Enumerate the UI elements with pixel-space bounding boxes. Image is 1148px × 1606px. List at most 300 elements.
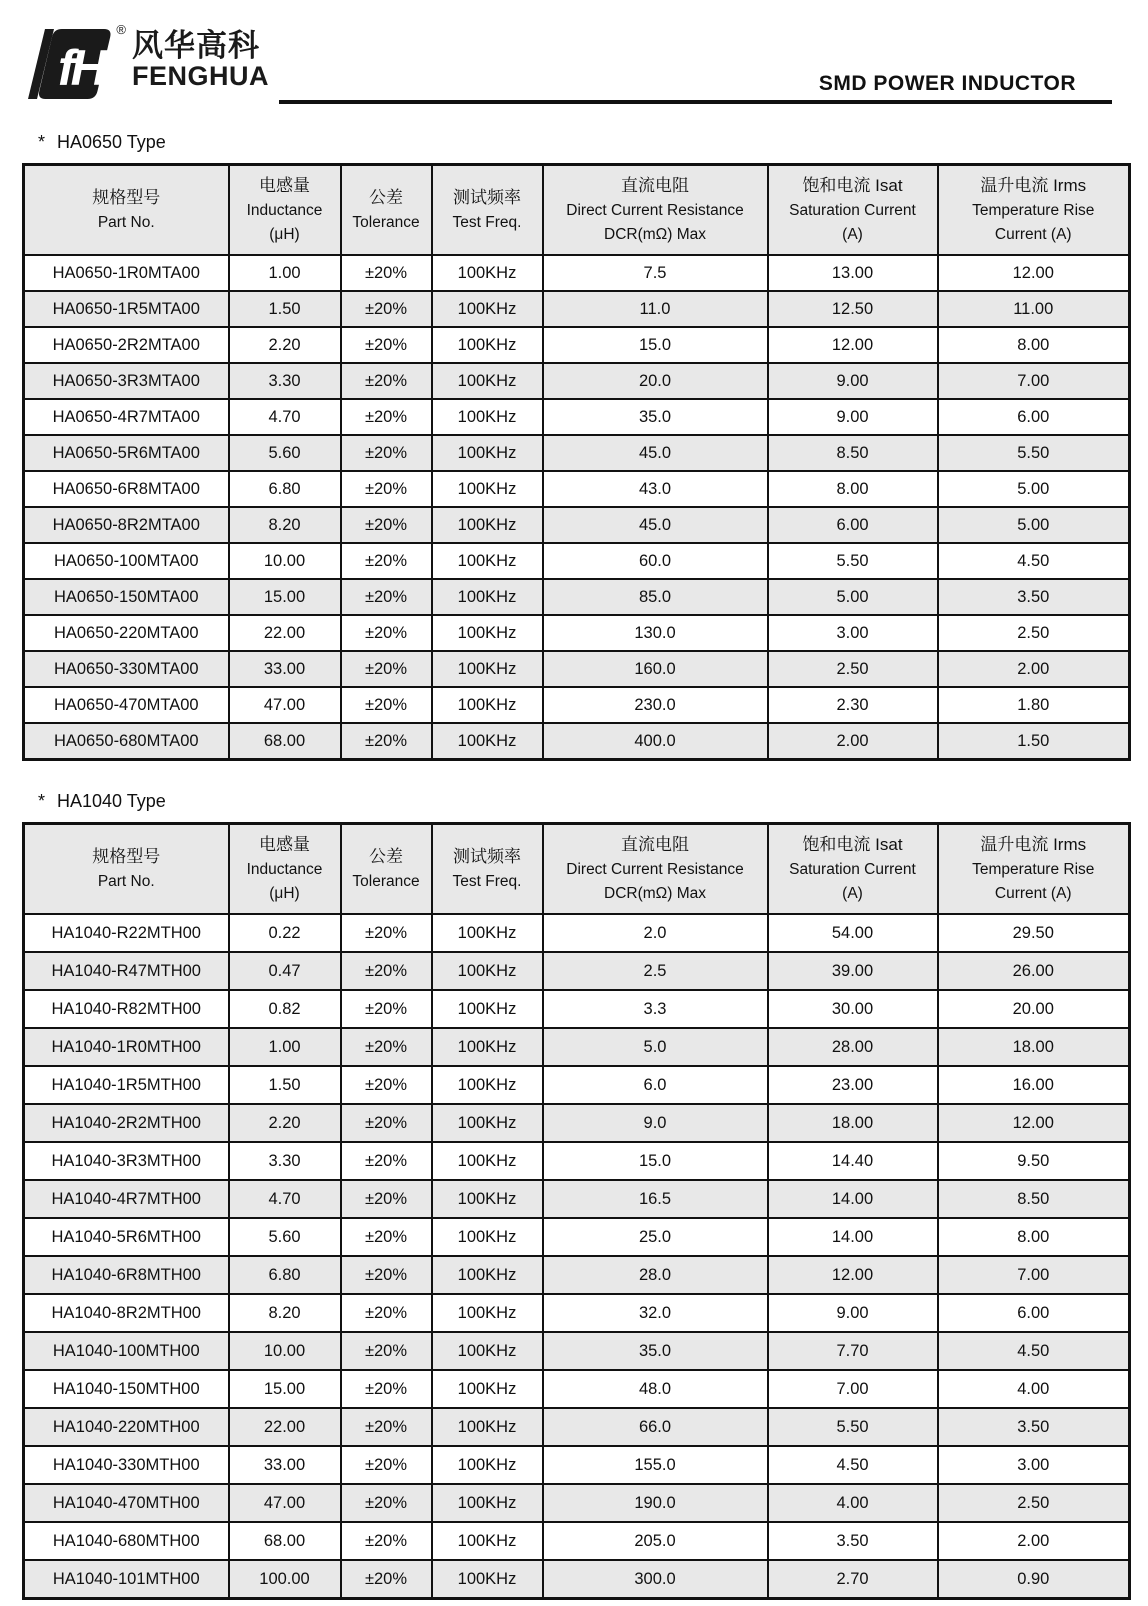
value-cell: ±20%: [341, 507, 432, 543]
value-cell: ±20%: [341, 651, 432, 687]
value-cell: 35.0: [543, 1332, 768, 1370]
value-cell: 0.47: [229, 952, 341, 990]
value-cell: ±20%: [341, 1370, 432, 1408]
value-cell: ±20%: [341, 471, 432, 507]
column-header-line: 规格型号: [92, 188, 161, 207]
value-cell: 10.00: [229, 543, 341, 579]
value-cell: 3.3: [543, 990, 768, 1028]
value-cell: 100KHz: [432, 1218, 543, 1256]
column-header-line: Test Freq.: [452, 214, 522, 232]
part-number-cell: HA0650-330MTA00: [24, 651, 229, 687]
column-header-line: 电感量: [259, 176, 310, 195]
part-number-cell: HA0650-150MTA00: [24, 579, 229, 615]
column-header: [938, 165, 1130, 256]
value-cell: ±20%: [341, 1294, 432, 1332]
value-cell: 15.0: [543, 1142, 768, 1180]
column-header-line: Inductance: [246, 202, 323, 220]
table-row: [24, 579, 1130, 615]
value-cell: ±20%: [341, 1180, 432, 1218]
spec-table-ha0650: [22, 163, 1131, 761]
value-cell: 100KHz: [432, 579, 543, 615]
value-cell: 7.70: [768, 1332, 938, 1370]
value-cell: 23.00: [768, 1066, 938, 1104]
value-cell: 18.00: [938, 1028, 1130, 1066]
value-cell: 6.80: [229, 1256, 341, 1294]
value-cell: ±20%: [341, 1484, 432, 1522]
value-cell: 3.00: [938, 1446, 1130, 1484]
table-row: [24, 1370, 1130, 1408]
part-number-cell: HA0650-1R5MTA00: [24, 291, 229, 327]
column-header-line: (A): [842, 885, 863, 903]
value-cell: 33.00: [229, 1446, 341, 1484]
part-number-cell: HA1040-680MTH00: [24, 1522, 229, 1560]
part-number-cell: HA1040-150MTH00: [24, 1370, 229, 1408]
value-cell: 1.00: [229, 1028, 341, 1066]
value-cell: 6.80: [229, 471, 341, 507]
value-cell: ±20%: [341, 1256, 432, 1294]
value-cell: 8.20: [229, 1294, 341, 1332]
value-cell: 85.0: [543, 579, 768, 615]
value-cell: 2.5: [543, 952, 768, 990]
value-cell: 12.00: [768, 327, 938, 363]
value-cell: 100KHz: [432, 990, 543, 1028]
value-cell: 5.60: [229, 1218, 341, 1256]
value-cell: 2.00: [938, 651, 1130, 687]
value-cell: 1.50: [938, 723, 1130, 759]
value-cell: 28.0: [543, 1256, 768, 1294]
value-cell: 47.00: [229, 687, 341, 723]
value-cell: 5.00: [768, 579, 938, 615]
logo-text: [132, 30, 269, 90]
value-cell: 100KHz: [432, 914, 543, 952]
section-marker: *: [38, 790, 46, 811]
value-cell: 100KHz: [432, 1408, 543, 1446]
column-header-line: 公差: [369, 846, 403, 866]
value-cell: 1.80: [938, 687, 1130, 723]
part-number-cell: HA1040-5R6MTH00: [24, 1218, 229, 1256]
value-cell: 48.0: [543, 1370, 768, 1408]
part-number-cell: HA0650-4R7MTA00: [24, 399, 229, 435]
value-cell: 100KHz: [432, 952, 543, 990]
column-header-line: Current (A): [994, 885, 1072, 903]
value-cell: 100KHz: [432, 363, 543, 399]
table-row: [24, 1522, 1130, 1560]
value-cell: ±20%: [341, 914, 432, 952]
column-header-line: (μH): [269, 226, 300, 244]
value-cell: 100KHz: [432, 1066, 543, 1104]
value-cell: 4.70: [229, 1180, 341, 1218]
part-number-cell: HA0650-470MTA00: [24, 687, 229, 723]
part-number-cell: HA1040-6R8MTH00: [24, 1256, 229, 1294]
value-cell: 39.00: [768, 952, 938, 990]
value-cell: 2.00: [938, 1522, 1130, 1560]
table-row: [24, 914, 1130, 952]
value-cell: 160.0: [543, 651, 768, 687]
value-cell: 205.0: [543, 1522, 768, 1560]
table-row: [24, 1066, 1130, 1104]
column-header: [938, 823, 1130, 914]
value-cell: 100KHz: [432, 291, 543, 327]
value-cell: ±20%: [341, 1408, 432, 1446]
column-header-line: 测试频率: [453, 846, 521, 866]
column-header-line: Current (A): [994, 226, 1072, 244]
section-label: HA0650 Type: [57, 132, 166, 152]
part-number-cell: HA1040-220MTH00: [24, 1408, 229, 1446]
part-number-cell: HA0650-100MTA00: [24, 543, 229, 579]
column-header-line: 直流电阻: [621, 176, 689, 195]
svg-text:fH: fH: [58, 40, 103, 96]
table-row: [24, 1104, 1130, 1142]
value-cell: 100KHz: [432, 1484, 543, 1522]
value-cell: 47.00: [229, 1484, 341, 1522]
value-cell: 20.00: [938, 990, 1130, 1028]
table-row: [24, 1256, 1130, 1294]
value-cell: 0.82: [229, 990, 341, 1028]
value-cell: 7.00: [938, 363, 1130, 399]
value-cell: 3.50: [938, 579, 1130, 615]
value-cell: 2.50: [938, 615, 1130, 651]
table-row: [24, 1484, 1130, 1522]
value-cell: 13.00: [768, 255, 938, 291]
value-cell: 100KHz: [432, 1522, 543, 1560]
value-cell: 8.00: [938, 1218, 1130, 1256]
value-cell: 155.0: [543, 1446, 768, 1484]
column-header-line: Tolerance: [352, 873, 420, 891]
value-cell: 32.0: [543, 1294, 768, 1332]
value-cell: ±20%: [341, 291, 432, 327]
value-cell: 100KHz: [432, 399, 543, 435]
value-cell: 100KHz: [432, 1560, 543, 1598]
value-cell: 66.0: [543, 1408, 768, 1446]
value-cell: 100KHz: [432, 1142, 543, 1180]
value-cell: 100KHz: [432, 1446, 543, 1484]
part-number-cell: HA0650-5R6MTA00: [24, 435, 229, 471]
value-cell: 22.00: [229, 615, 341, 651]
value-cell: 45.0: [543, 507, 768, 543]
fenghua-logo: [28, 24, 269, 102]
value-cell: 300.0: [543, 1560, 768, 1598]
value-cell: ±20%: [341, 327, 432, 363]
value-cell: 6.0: [543, 1066, 768, 1104]
column-header-line: Saturation Current: [789, 861, 916, 879]
value-cell: 100KHz: [432, 543, 543, 579]
column-header-line: 直流电阻: [621, 834, 689, 854]
section-title-ha1040: [38, 791, 1148, 812]
table-row: [24, 1446, 1130, 1484]
column-header: [229, 823, 341, 914]
value-cell: 14.00: [768, 1218, 938, 1256]
value-cell: 33.00: [229, 651, 341, 687]
value-cell: 3.50: [938, 1408, 1130, 1446]
table-row: [24, 687, 1130, 723]
value-cell: 9.00: [768, 363, 938, 399]
value-cell: 100KHz: [432, 687, 543, 723]
value-cell: 100KHz: [432, 1294, 543, 1332]
value-cell: 35.0: [543, 399, 768, 435]
table-row: [24, 651, 1130, 687]
column-header-line: (A): [842, 226, 863, 244]
value-cell: 12.00: [938, 1104, 1130, 1142]
section-label: HA1040 Type: [57, 790, 166, 811]
value-cell: ±20%: [341, 363, 432, 399]
column-header-line: DCR(mΩ) Max: [604, 885, 706, 903]
value-cell: 14.40: [768, 1142, 938, 1180]
value-cell: 6.00: [938, 1294, 1130, 1332]
value-cell: 9.00: [768, 1294, 938, 1332]
table-row: [24, 363, 1130, 399]
value-cell: 6.00: [768, 507, 938, 543]
value-cell: 22.00: [229, 1408, 341, 1446]
value-cell: 60.0: [543, 543, 768, 579]
value-cell: ±20%: [341, 399, 432, 435]
value-cell: 3.30: [229, 1142, 341, 1180]
table-row: [24, 255, 1130, 291]
value-cell: ±20%: [341, 723, 432, 759]
value-cell: 100KHz: [432, 723, 543, 759]
value-cell: 18.00: [768, 1104, 938, 1142]
value-cell: 100KHz: [432, 435, 543, 471]
value-cell: 0.22: [229, 914, 341, 952]
value-cell: ±20%: [341, 1560, 432, 1598]
value-cell: 45.0: [543, 435, 768, 471]
value-cell: 7.00: [938, 1256, 1130, 1294]
column-header: [341, 823, 432, 914]
value-cell: 130.0: [543, 615, 768, 651]
value-cell: 100KHz: [432, 1180, 543, 1218]
value-cell: 6.00: [938, 399, 1130, 435]
value-cell: 30.00: [768, 990, 938, 1028]
table-row: [24, 1408, 1130, 1446]
value-cell: 28.00: [768, 1028, 938, 1066]
table-row: [24, 1332, 1130, 1370]
column-header: [768, 165, 938, 256]
column-header-line: Direct Current Resistance: [566, 202, 744, 220]
table-row: [24, 507, 1130, 543]
value-cell: ±20%: [341, 1522, 432, 1560]
value-cell: 10.00: [229, 1332, 341, 1370]
value-cell: 12.00: [938, 255, 1130, 291]
value-cell: 5.50: [938, 435, 1130, 471]
part-number-cell: HA0650-8R2MTA00: [24, 507, 229, 543]
value-cell: 8.00: [768, 471, 938, 507]
part-number-cell: HA1040-R47MTH00: [24, 952, 229, 990]
column-header-line: 温升电流 Irms: [980, 176, 1087, 195]
value-cell: 100KHz: [432, 615, 543, 651]
value-cell: 16.5: [543, 1180, 768, 1218]
table-row: [24, 952, 1130, 990]
value-cell: ±20%: [341, 1028, 432, 1066]
value-cell: 100KHz: [432, 1028, 543, 1066]
value-cell: 100KHz: [432, 1332, 543, 1370]
value-cell: 2.20: [229, 327, 341, 363]
value-cell: 14.00: [768, 1180, 938, 1218]
value-cell: 68.00: [229, 1522, 341, 1560]
value-cell: 5.00: [938, 507, 1130, 543]
value-cell: 4.50: [768, 1446, 938, 1484]
value-cell: 2.50: [938, 1484, 1130, 1522]
value-cell: 100KHz: [432, 651, 543, 687]
part-number-cell: HA1040-101MTH00: [24, 1560, 229, 1598]
value-cell: 15.00: [229, 579, 341, 615]
value-cell: 16.00: [938, 1066, 1130, 1104]
column-header: [432, 823, 543, 914]
value-cell: 25.0: [543, 1218, 768, 1256]
value-cell: 100KHz: [432, 255, 543, 291]
table-row: [24, 1028, 1130, 1066]
value-cell: ±20%: [341, 543, 432, 579]
value-cell: 100KHz: [432, 327, 543, 363]
table-row: [24, 1294, 1130, 1332]
value-cell: 8.20: [229, 507, 341, 543]
value-cell: 4.50: [938, 543, 1130, 579]
value-cell: ±20%: [341, 435, 432, 471]
value-cell: 2.30: [768, 687, 938, 723]
value-cell: 1.50: [229, 1066, 341, 1104]
value-cell: 12.50: [768, 291, 938, 327]
logo-name-chinese: 风华高科: [132, 28, 260, 63]
part-number-cell: HA1040-330MTH00: [24, 1446, 229, 1484]
table-row: [24, 1180, 1130, 1218]
value-cell: ±20%: [341, 1446, 432, 1484]
value-cell: 100KHz: [432, 1104, 543, 1142]
logo-name-english: FENGHUA: [132, 61, 269, 91]
column-header-line: 测试频率: [453, 188, 521, 207]
value-cell: 4.70: [229, 399, 341, 435]
value-cell: 12.00: [768, 1256, 938, 1294]
value-cell: 3.50: [768, 1522, 938, 1560]
page-header: [0, 0, 1148, 106]
value-cell: ±20%: [341, 687, 432, 723]
value-cell: 190.0: [543, 1484, 768, 1522]
value-cell: 2.70: [768, 1560, 938, 1598]
value-cell: 2.50: [768, 651, 938, 687]
table-row: [24, 723, 1130, 759]
column-header: [341, 165, 432, 256]
part-number-cell: HA1040-R22MTH00: [24, 914, 229, 952]
part-number-cell: HA1040-R82MTH00: [24, 990, 229, 1028]
part-number-cell: HA0650-220MTA00: [24, 615, 229, 651]
value-cell: 5.50: [768, 543, 938, 579]
column-header-line: 饱和电流 Isat: [802, 834, 903, 854]
value-cell: 2.0: [543, 914, 768, 952]
value-cell: 2.20: [229, 1104, 341, 1142]
value-cell: 15.0: [543, 327, 768, 363]
value-cell: 4.50: [938, 1332, 1130, 1370]
value-cell: 11.0: [543, 291, 768, 327]
column-header-line: Inductance: [246, 861, 323, 879]
column-header-line: Part No.: [97, 214, 155, 232]
table-row: [24, 1218, 1130, 1256]
value-cell: 11.00: [938, 291, 1130, 327]
table-row: [24, 990, 1130, 1028]
value-cell: ±20%: [341, 990, 432, 1028]
value-cell: 8.50: [768, 435, 938, 471]
column-header: [24, 823, 229, 914]
value-cell: 9.00: [768, 399, 938, 435]
value-cell: 100KHz: [432, 1256, 543, 1294]
value-cell: ±20%: [341, 1218, 432, 1256]
value-cell: ±20%: [341, 615, 432, 651]
value-cell: 3.30: [229, 363, 341, 399]
table-row: [24, 471, 1130, 507]
part-number-cell: HA0650-3R3MTA00: [24, 363, 229, 399]
column-header: [543, 165, 768, 256]
header-rule: [279, 24, 1112, 104]
column-header-line: Temperature Rise: [972, 202, 1095, 220]
column-header: [24, 165, 229, 256]
column-header: [229, 165, 341, 256]
section-marker: *: [38, 132, 46, 152]
value-cell: 100KHz: [432, 1370, 543, 1408]
value-cell: ±20%: [341, 952, 432, 990]
part-number-cell: HA1040-100MTH00: [24, 1332, 229, 1370]
column-header-line: Tolerance: [352, 214, 420, 232]
part-number-cell: HA1040-3R3MTH00: [24, 1142, 229, 1180]
part-number-cell: HA0650-6R8MTA00: [24, 471, 229, 507]
fenghua-logo-icon: [28, 22, 126, 102]
value-cell: 1.00: [229, 255, 341, 291]
spec-table-ha1040: [22, 822, 1131, 1600]
value-cell: 0.90: [938, 1560, 1130, 1598]
table-row: [24, 399, 1130, 435]
column-header-line: Direct Current Resistance: [566, 861, 744, 879]
value-cell: 29.50: [938, 914, 1130, 952]
value-cell: 7.00: [768, 1370, 938, 1408]
column-header-line: Test Freq.: [452, 873, 522, 891]
table-row: [24, 1560, 1130, 1598]
table-row: [24, 435, 1130, 471]
value-cell: ±20%: [341, 1104, 432, 1142]
table-row: [24, 327, 1130, 363]
value-cell: 1.50: [229, 291, 341, 327]
value-cell: ±20%: [341, 1332, 432, 1370]
value-cell: 100KHz: [432, 471, 543, 507]
value-cell: 54.00: [768, 914, 938, 952]
value-cell: 4.00: [938, 1370, 1130, 1408]
value-cell: 68.00: [229, 723, 341, 759]
column-header: [432, 165, 543, 256]
value-cell: 4.00: [768, 1484, 938, 1522]
column-header-line: 规格型号: [92, 846, 161, 866]
column-header-line: DCR(mΩ) Max: [604, 226, 706, 244]
value-cell: 9.0: [543, 1104, 768, 1142]
table-row: [24, 615, 1130, 651]
column-header-line: Part No.: [97, 873, 155, 891]
value-cell: 3.00: [768, 615, 938, 651]
column-header-line: 电感量: [259, 834, 310, 854]
value-cell: 5.50: [768, 1408, 938, 1446]
part-number-cell: HA1040-1R0MTH00: [24, 1028, 229, 1066]
column-header-line: 温升电流 Irms: [980, 834, 1087, 854]
value-cell: 26.00: [938, 952, 1130, 990]
column-header-line: (μH): [269, 885, 300, 903]
part-number-cell: HA0650-1R0MTA00: [24, 255, 229, 291]
column-header: [768, 823, 938, 914]
value-cell: 8.50: [938, 1180, 1130, 1218]
registered-trademark-icon: ®: [116, 22, 126, 37]
value-cell: 8.00: [938, 327, 1130, 363]
value-cell: ±20%: [341, 1066, 432, 1104]
value-cell: 5.00: [938, 471, 1130, 507]
part-number-cell: HA1040-8R2MTH00: [24, 1294, 229, 1332]
table-header-row: [24, 823, 1130, 914]
part-number-cell: HA1040-2R2MTH00: [24, 1104, 229, 1142]
value-cell: ±20%: [341, 1142, 432, 1180]
value-cell: 20.0: [543, 363, 768, 399]
page-title: SMD POWER INDUCTOR: [818, 72, 1076, 95]
value-cell: 9.50: [938, 1142, 1130, 1180]
column-header-line: 公差: [369, 188, 403, 207]
